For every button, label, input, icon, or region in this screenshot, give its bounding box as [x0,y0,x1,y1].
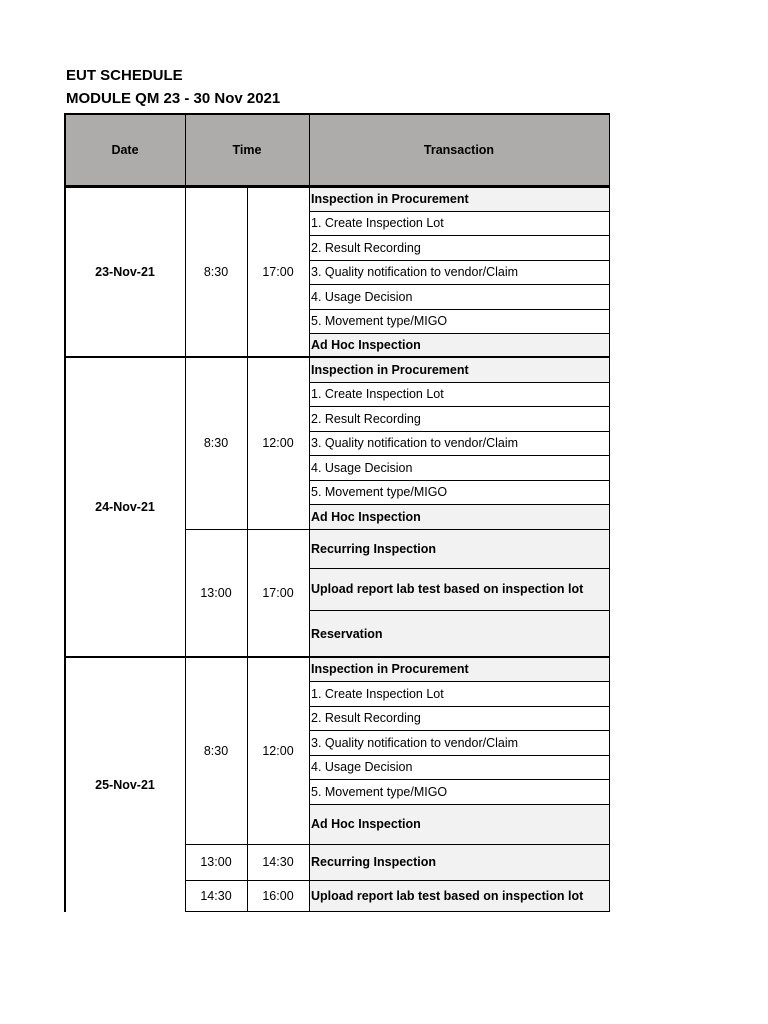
transaction-cell: 2. Result Recording [311,411,421,426]
end-time-cell: 17:00 [262,265,294,279]
header-date: Date [65,114,185,186]
transaction-cell: 1. Create Inspection Lot [311,686,444,701]
transaction-cell: Reservation [309,610,609,657]
start-time-cell: 13:00 [200,855,232,869]
transaction-cell: 5. Movement type/MIGO [311,485,448,499]
row-divider [309,406,609,407]
date-column-border [185,186,186,912]
row-divider [309,681,609,682]
transaction-cell: 2. Result Recording [311,240,421,255]
transaction-cell: 4. Usage Decision [311,289,413,304]
start-time-cell: 13:00 [200,586,232,600]
date-cell: 24-Nov-21 [95,500,155,514]
row-divider [309,455,609,456]
time-column-divider [247,880,248,912]
header-bottom-border [64,185,610,188]
row-divider [309,568,609,569]
session-divider [185,844,609,846]
transaction-cell: Inspection in Procurement [309,187,609,211]
document-title: EUT SCHEDULE [66,67,183,84]
transaction-cell: Recurring Inspection [309,529,609,568]
header-transaction: Transaction [309,114,609,186]
first-day-bottom-row [309,333,609,334]
time-column-divider [247,844,248,880]
left-border [64,113,66,912]
table-top-border [64,113,610,115]
day-divider [65,356,609,358]
header-time: Time [185,114,309,186]
transaction-cell: 3. Quality notification to vendor/Claim [311,265,519,279]
row-divider [309,610,609,611]
row-divider [309,804,609,805]
row-divider [309,706,609,707]
transaction-cell: 3. Quality notification to vendor/Claim [311,735,519,750]
date-cell: 23-Nov-21 [95,265,155,279]
transaction-cell: 5. Movement type/MIGO [311,784,448,799]
time-column-divider [247,529,248,657]
row-divider [309,284,609,285]
end-time-cell: 16:00 [262,889,294,903]
document-subtitle: MODULE QM 23 - 30 Nov 2021 [66,90,281,107]
transaction-cell: 4. Usage Decision [311,760,413,774]
header-divider-date [185,113,186,185]
transaction-cell: Upload report lab test based on inspection lot [309,880,609,912]
day-divider [65,656,609,658]
start-time-cell: 8:30 [203,265,229,279]
date-cell: 25-Nov-21 [95,777,155,792]
row-divider [309,211,609,212]
row-divider [309,755,609,756]
session-divider [185,880,609,882]
transaction-cell: Ad Hoc Inspection [309,333,609,357]
transaction-cell: Inspection in Procurement [309,357,609,382]
transaction-cell: Upload report lab test based on inspection lot [309,568,609,610]
transaction-cell: 5. Movement type/MIGO [311,314,448,328]
transaction-cell: 1. Create Inspection Lot [311,387,444,401]
transaction-cell: Ad Hoc Inspection [309,504,609,529]
time-column-divider [247,357,248,529]
end-time-cell: 14:30 [262,855,294,869]
right-border [609,113,610,912]
transaction-cell: 3. Quality notification to vendor/Claim [311,436,519,450]
end-time-cell: 17:00 [262,586,294,600]
row-divider [309,235,609,236]
session-divider [185,529,609,531]
start-time-cell: 8:30 [203,743,229,758]
row-divider [309,431,609,432]
end-time-cell: 12:00 [262,743,294,758]
transaction-cell: 2. Result Recording [311,711,421,725]
last-row-bottom-border [185,911,610,912]
header-divider-time [309,113,310,185]
row-divider [309,504,609,505]
transaction-cell: 4. Usage Decision [311,460,413,475]
time-column-divider [247,657,248,844]
row-divider [309,779,609,780]
start-time-cell: 8:30 [203,436,229,450]
transaction-cell: Recurring Inspection [309,844,609,880]
row-divider [309,730,609,731]
end-time-cell: 12:00 [262,436,294,450]
row-divider [309,309,609,310]
row-divider [309,480,609,481]
time-column-divider [247,187,248,357]
transaction-column-border [309,186,310,912]
transaction-cell: Inspection in Procurement [309,657,609,681]
row-divider [309,260,609,261]
transaction-cell: Ad Hoc Inspection [309,804,609,844]
transaction-cell: 1. Create Inspection Lot [311,216,444,230]
start-time-cell: 14:30 [200,889,232,903]
row-divider [309,382,609,383]
